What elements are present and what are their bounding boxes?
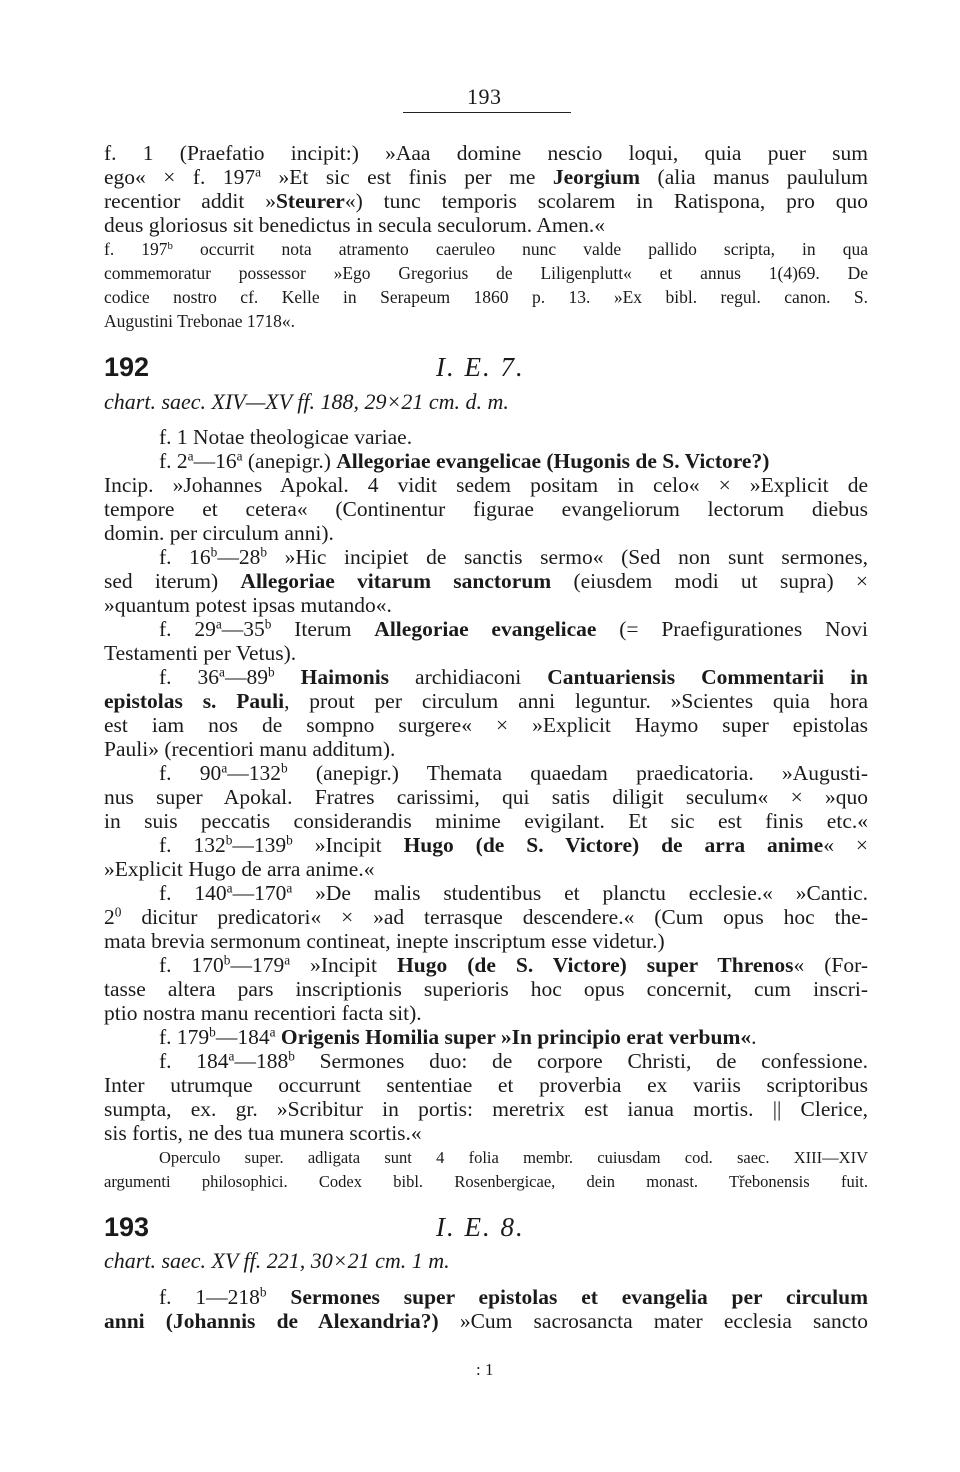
text-line: est iam nos de sompno surgere« × »Explicit Haymo super epistolas [104,713,868,737]
signature-mark: : 1 [476,1360,494,1379]
entry-number: 193 [104,1212,150,1242]
text-line: f. 1 Notae theologicae variae. [159,425,413,449]
text-line: $2^0$ dicitur predicatori« × »ad terrasque descendere.« (Cum opus hoc the- [104,904,868,929]
text-line: f. 36$^a$—89$^b$ Haimonis archidiaconi Cantuariensis Commentarii in [159,664,868,689]
shelfmark: I. E. 7. [436,352,525,382]
text-line: f. 1 (Praefatio incipit:) »Aaa domine nescio loqui, quia puer sum [104,141,868,165]
text-line: sed iterum) Allegoriae vitarum sanctorum (eiusdem modi ut supra) × [104,569,868,593]
text-line: sis fortis, ne des tua munera scortis.« [104,1121,422,1145]
text-line: commemoratur possessor »Ego Gregorius de Liligenplutt« et annus 1(4)69. De [104,263,868,283]
text-line: Testamenti per Vetus). [104,641,297,665]
text-line: deus gloriosus sit benedictus in secula seculorum. Amen.« [104,213,605,237]
text-line: f. 90$^a$—132$^b$ (anepigr.) Themata quaedam praedicatoria. »Augusti- [159,760,868,785]
text-line: Inter utrumque occurrunt sententiae et proverbia ex variis scriptoribus [104,1073,868,1097]
text-line: f. 197$^b$ occurrit nota atramento caeruleo nunc valde pallido scripta, in qua [104,239,869,259]
text-line: Augustini Trebonae 1718«. [104,311,296,331]
text-line: Pauli» (recentiori manu additum). [104,737,396,761]
text-line: f. 1—218$^b$ Sermones super epistolas et evangelia per circulum [159,1284,869,1309]
text-line: f. 16$^b$—28$^b$ »Hic incipiet de sanctis sermo« (Sed non sunt sermones, [159,544,868,569]
text-line: tasse altera pars inscriptionis superioris hoc opus concernit, cum inscri- [104,977,868,1001]
text-line: anni (Johannis de Alexandria?) »Cum sacrosancta mater ecclesia sancto [104,1309,868,1333]
entry-number: 192 [104,352,150,382]
text-line: epistolas s. Pauli, prout per circulum anni leguntur. »Scientes quia hora [104,689,868,713]
text-line: »Explicit Hugo de arra anime.« [104,857,375,881]
text-line: nus super Apokal. Fratres carissimi, qui satis diligit seculum« × »quo [104,785,868,809]
codex-description: chart. saec. XIV—XV ff. 188, 29×21 cm. d. m. [104,389,509,414]
text-line: mata brevia sermonum contineat, inepte inscriptum esse videtur.) [104,929,665,953]
text-line: f. 184$^a$—188$^b$ Sermones duo: de corpore Christi, de confessione. [159,1048,868,1073]
text-line: Incip. »Johannes Apokal. 4 vidit sedem positam in celo« × »Explicit de [104,473,868,497]
text-line: tempore et cetera« (Continentur figurae evangeliorum lectorum diebus [104,497,868,521]
header-rule [403,112,571,113]
note-line: Operculo super. adligata sunt 4 folia membr. cuiusdam cod. saec. XIII—XIV [159,1148,868,1167]
text-line: recentior addit »Steurer«) tunc temporis scolarem in Ratispona, pro quo [104,189,868,213]
shelfmark: I. E. 8. [436,1212,525,1242]
text-line: f. 29$^a$—35$^b$ Iterum Allegoriae evangelicae (= Praefigurationes Novi [159,616,869,641]
text-line: in suis peccatis considerandis minime evigilant. Et sic est finis etc.« [104,809,868,833]
note-line: argumenti philosophici. Codex bibl. Rosenbergicae, dein monast. Třebonensis fuit. [104,1172,868,1191]
text-line: f. 2$^a$—16$^a$ (anepigr.) Allegoriae evangelicae (Hugonis de S. Victore?) [159,448,770,473]
text-line: f. 132$^b$—139$^b$ »Incipit Hugo (de S. Victore) de arra anime« × [159,832,868,857]
text-line: f. 140$^a$—170$^a$ »De malis studentibus et planctu ecclesie.« »Cantic. [159,880,868,905]
codex-description: chart. saec. XV ff. 221, 30×21 cm. 1 m. [104,1248,450,1273]
text-line: f. 170$^b$—179$^a$ »Incipit Hugo (de S. Victore) super Threnos« (For- [159,952,868,977]
page-number: 193 [467,84,502,109]
text-line: domin. per circulum anni). [104,521,334,545]
text-line: ego« × f. 197$^a$ »Et sic est finis per me Jeorgium (alia manus paululum [104,164,868,189]
text-line: codice nostro cf. Kelle in Serapeum 1860 p. 13. »Ex bibl. regul. canon. S. [104,287,868,307]
text-line: sumpta, ex. gr. »Scribitur in portis: meretrix est ianua mortis. || Clerice, [104,1097,868,1121]
text-line: f. 179$^b$—184$^a$ Origenis Homilia super »In principio erat verbum«. [159,1024,757,1049]
text-line: »quantum potest ipsas mutando«. [104,593,392,617]
text-line: ptio nostra manu recentiori facta sit). [104,1001,422,1025]
